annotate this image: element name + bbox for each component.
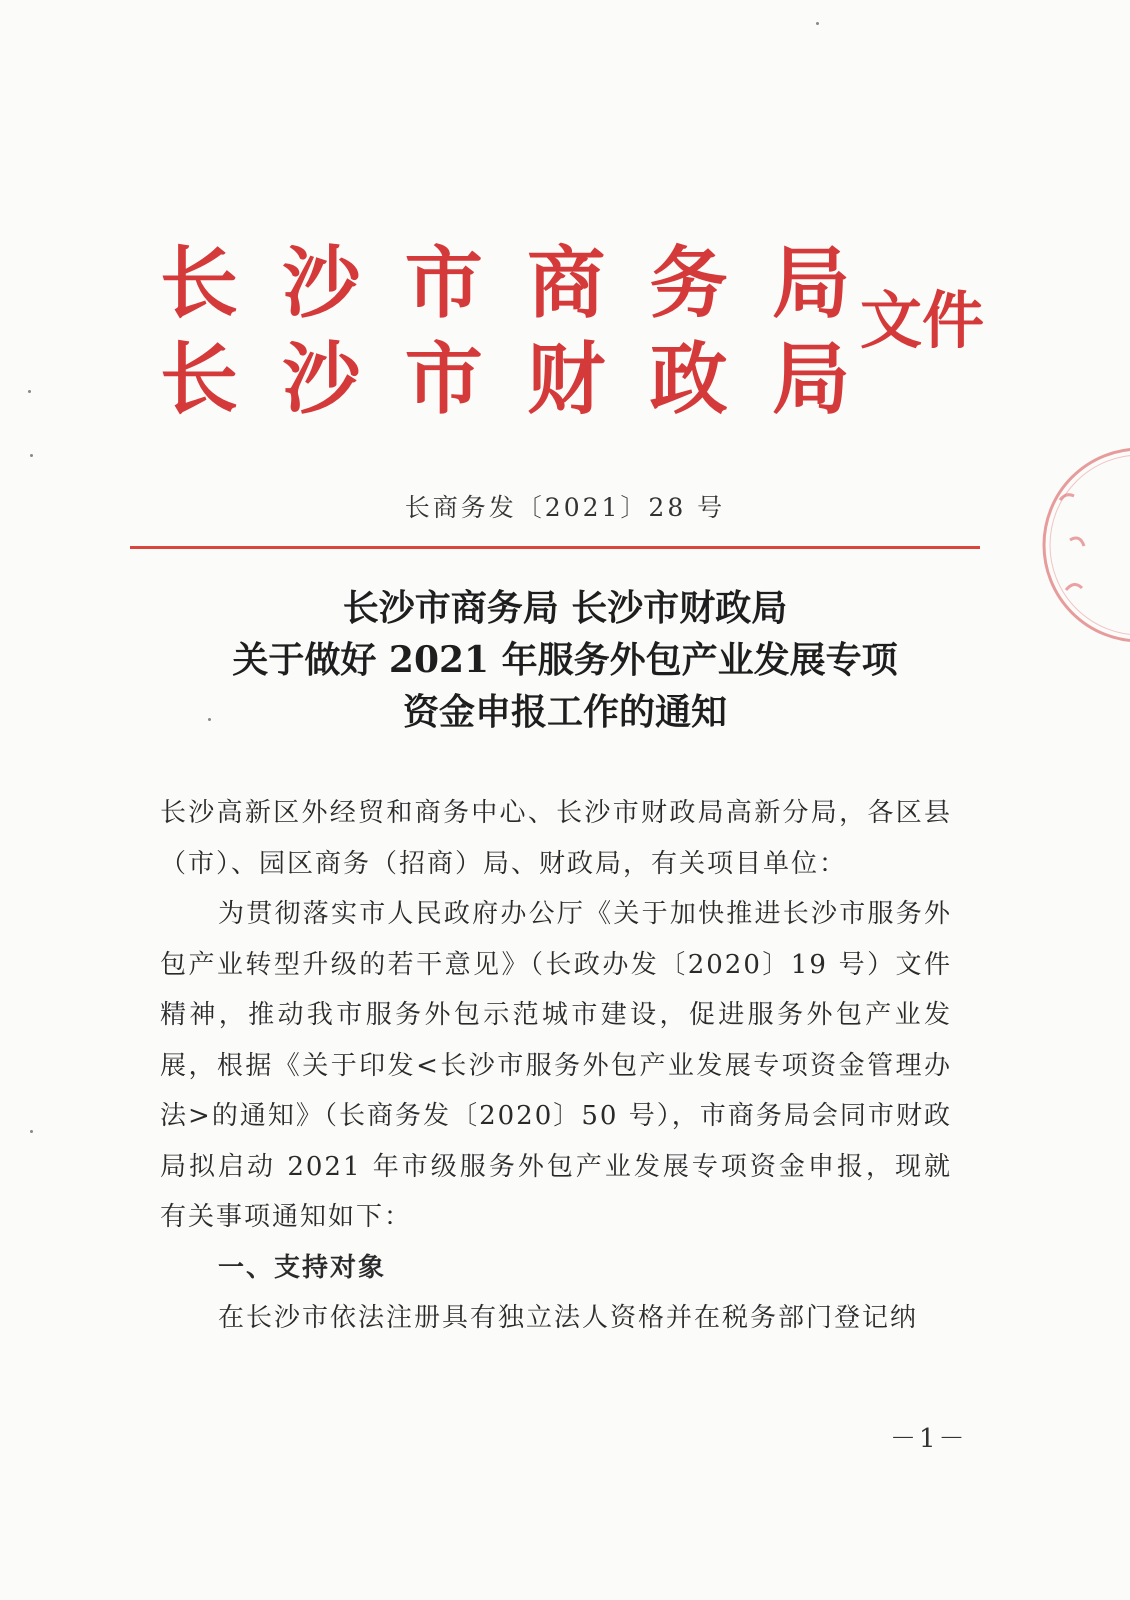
- authority-char: 政: [649, 334, 728, 425]
- authority-char: 局: [771, 334, 850, 425]
- addressee: 长沙高新区外经贸和商务中心、长沙市财政局高新分局，各区县（市）、园区商务（招商）局、财政局，有关项目单位：: [160, 798, 952, 879]
- authority-char: 长: [160, 334, 239, 425]
- section-heading: 一、支持对象: [218, 1252, 387, 1283]
- body-paragraph: 为贯彻落实市人民政府办公厅《关于加快推进长沙市服务外包产业转型升级的若干意见》（长政办发〔2020〕19 号）文件精神，推动我市服务外包示范城市建设，促进服务外包产业发展，根据《关于印发<长沙市服务外包产业发展专项资金管理办法>的通知》（长商务发〔2020〕50 号），市商务局会同市财政局拟启动 2021 年市级服务外包产业发展专项资金申报，现就有关事项通知如下：: [160, 899, 952, 1232]
- authority-char: 财: [527, 334, 606, 425]
- title-line-3: 资金申报工作的通知: [402, 691, 727, 733]
- scan-speck: [30, 454, 33, 457]
- document-number: 长商务发〔2021〕28 号: [404, 493, 726, 522]
- body-paragraph: 在长沙市依法注册具有独立法人资格并在税务部门登记纳: [218, 1303, 919, 1333]
- issuing-authorities: [160, 236, 850, 428]
- official-seal-icon: [1030, 440, 1130, 650]
- scan-speck: [816, 22, 819, 25]
- authority-char: 市: [404, 238, 483, 329]
- document-body: [160, 788, 952, 1344]
- red-divider: [130, 546, 980, 549]
- authority-char: 沙: [282, 238, 361, 329]
- authority-char: 商: [527, 238, 606, 329]
- scan-speck: [28, 390, 31, 393]
- page-number: －1－: [890, 1424, 968, 1454]
- authority-char: 市: [404, 334, 483, 425]
- authority-char: 局: [771, 238, 850, 329]
- title-line-1: 长沙市商务局 长沙市财政局: [342, 587, 788, 629]
- document-suffix: 文件: [860, 284, 985, 357]
- scan-speck: [30, 1130, 33, 1133]
- authority-char: 长: [160, 238, 239, 329]
- document-title: [0, 582, 1130, 738]
- title-line-2: 关于做好 2021 年服务外包产业发展专项: [232, 639, 898, 681]
- authority-line-commerce: [160, 236, 850, 332]
- scan-speck: [208, 718, 211, 721]
- authority-char: 务: [649, 238, 728, 329]
- authority-line-finance: [160, 332, 850, 428]
- authority-char: 沙: [282, 334, 361, 425]
